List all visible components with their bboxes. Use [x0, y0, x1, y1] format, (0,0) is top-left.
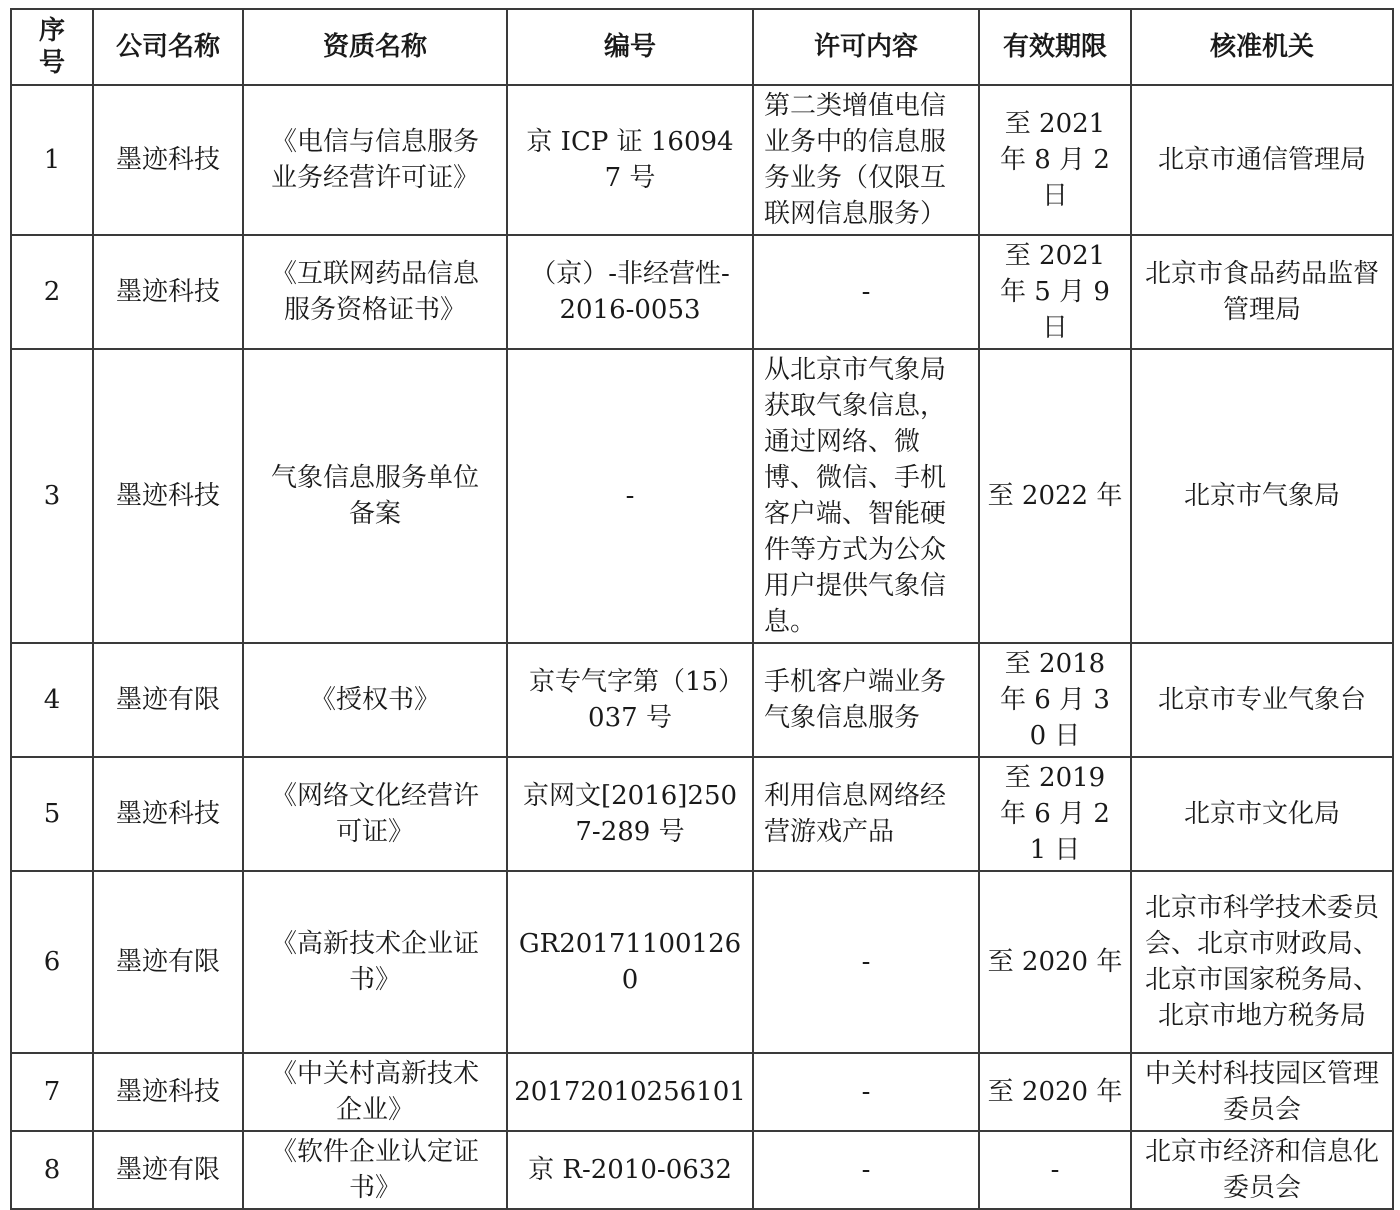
row-content: 从北京市气象局获取气象信息，通过网络、微博、微信、手机客户端、智能硬件等方式为公众用户提供气象信息。 [753, 349, 979, 643]
row-number: 京专气字第（15）037 号 [507, 643, 753, 757]
row-content: - [753, 871, 979, 1053]
row-content: - [753, 1131, 979, 1209]
row-number: - [507, 349, 753, 643]
row-authority: 北京市通信管理局 [1131, 85, 1393, 235]
row-content: - [753, 1053, 979, 1131]
table-row [11, 1131, 1393, 1209]
row-company: 墨迹科技 [93, 235, 243, 349]
row-validity: 至 2019 年 6 月 21 日 [979, 757, 1131, 871]
row-qualification: 《中关村高新技术企业》 [243, 1053, 507, 1131]
row-index: 2 [11, 235, 93, 349]
table-row [11, 643, 1393, 757]
row-company: 墨迹有限 [93, 871, 243, 1053]
row-index: 4 [11, 643, 93, 757]
row-content: 手机客户端业务气象信息服务 [753, 643, 979, 757]
table-row [11, 757, 1393, 871]
row-number: （京）-非经营性-2016-0053 [507, 235, 753, 349]
row-qualification: 《电信与信息服务业务经营许可证》 [243, 85, 507, 235]
row-validity: 至 2021 年 8 月 2 日 [979, 85, 1131, 235]
row-company: 墨迹科技 [93, 85, 243, 235]
row-authority: 北京市食品药品监督管理局 [1131, 235, 1393, 349]
table-row [11, 1053, 1393, 1131]
row-validity: 至 2020 年 [979, 1053, 1131, 1131]
licenses-table [10, 8, 1394, 1210]
licenses-table-container [10, 8, 1392, 1203]
row-index: 3 [11, 349, 93, 643]
table-header-row [11, 9, 1393, 85]
row-validity: 至 2020 年 [979, 871, 1131, 1053]
row-authority: 北京市经济和信息化委员会 [1131, 1131, 1393, 1209]
row-qualification: 《软件企业认定证书》 [243, 1131, 507, 1209]
row-number: GR201711001260 [507, 871, 753, 1053]
header-company: 公司名称 [93, 9, 243, 85]
row-authority: 中关村科技园区管理委员会 [1131, 1053, 1393, 1131]
header-content: 许可内容 [753, 9, 979, 85]
row-number: 京网文[2016]2507-289 号 [507, 757, 753, 871]
row-validity: 至 2021 年 5 月 9 日 [979, 235, 1131, 349]
row-validity: - [979, 1131, 1131, 1209]
row-qualification: 《高新技术企业证书》 [243, 871, 507, 1053]
row-content: 利用信息网络经营游戏产品 [753, 757, 979, 871]
row-authority: 北京市专业气象台 [1131, 643, 1393, 757]
row-company: 墨迹科技 [93, 349, 243, 643]
row-number: 京 ICP 证 160947 号 [507, 85, 753, 235]
row-company: 墨迹科技 [93, 757, 243, 871]
row-authority: 北京市文化局 [1131, 757, 1393, 871]
row-qualification: 《授权书》 [243, 643, 507, 757]
row-index: 5 [11, 757, 93, 871]
row-authority: 北京市气象局 [1131, 349, 1393, 643]
header-index: 序号 [11, 9, 93, 85]
row-company: 墨迹有限 [93, 643, 243, 757]
row-company: 墨迹科技 [93, 1053, 243, 1131]
row-index: 7 [11, 1053, 93, 1131]
table-row [11, 235, 1393, 349]
row-index: 1 [11, 85, 93, 235]
row-number: 京 R-2010-0632 [507, 1131, 753, 1209]
header-validity: 有效期限 [979, 9, 1131, 85]
row-validity: 至 2022 年 [979, 349, 1131, 643]
row-index: 6 [11, 871, 93, 1053]
row-qualification: 《网络文化经营许可证》 [243, 757, 507, 871]
table-row [11, 871, 1393, 1053]
row-company: 墨迹有限 [93, 1131, 243, 1209]
row-qualification: 《互联网药品信息服务资格证书》 [243, 235, 507, 349]
row-number: 20172010256101 [507, 1053, 753, 1131]
row-content: - [753, 235, 979, 349]
header-qualification: 资质名称 [243, 9, 507, 85]
header-number: 编号 [507, 9, 753, 85]
header-authority: 核准机关 [1131, 9, 1393, 85]
table-row [11, 349, 1393, 643]
row-authority: 北京市科学技术委员会、北京市财政局、北京市国家税务局、北京市地方税务局 [1131, 871, 1393, 1053]
row-qualification: 气象信息服务单位备案 [243, 349, 507, 643]
row-index: 8 [11, 1131, 93, 1209]
row-validity: 至 2018 年 6 月 30 日 [979, 643, 1131, 757]
row-content: 第二类增值电信业务中的信息服务业务（仅限互联网信息服务） [753, 85, 979, 235]
table-row [11, 85, 1393, 235]
